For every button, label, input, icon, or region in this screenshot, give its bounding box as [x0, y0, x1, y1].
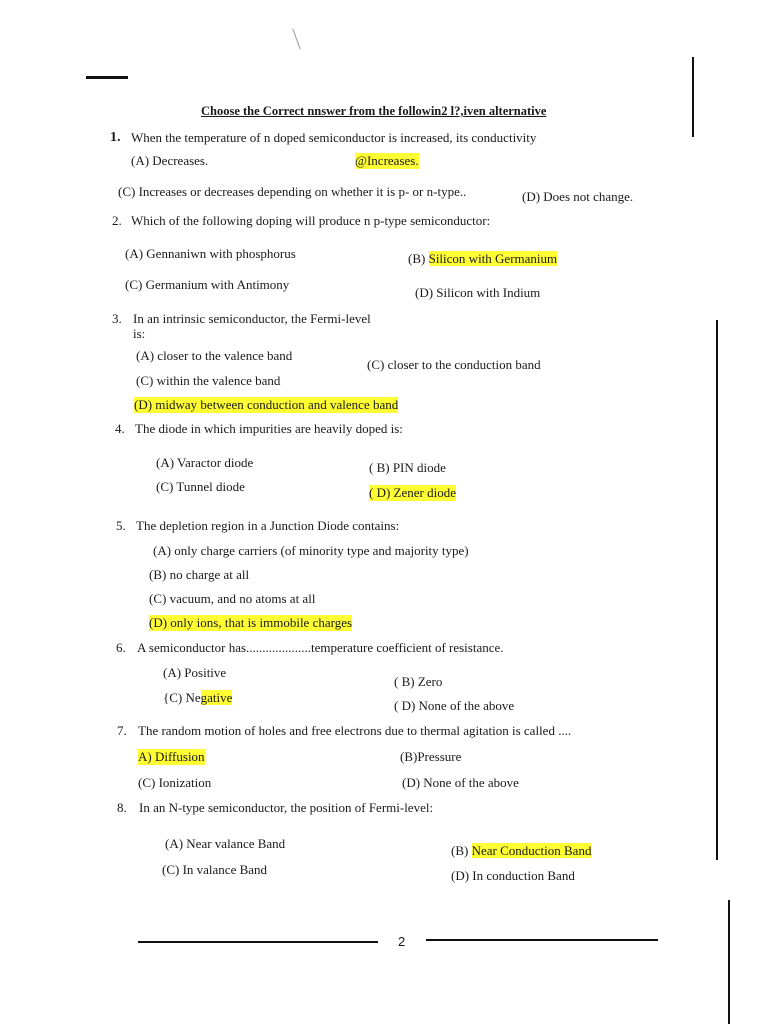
q3-number: 3. [112, 311, 122, 326]
q5-option-c: (C) vacuum, and no atoms at all [149, 591, 316, 606]
q5-number: 5. [116, 518, 126, 533]
q7-number: 7. [117, 723, 127, 738]
q4-option-a: (A) Varactor diode [156, 455, 254, 470]
q1-text: When the temperature of n doped semiconductor is increased, its conductivity [131, 130, 537, 145]
q6-number: 6. [116, 640, 126, 655]
q7-text: The random motion of holes and free electrons due to thermal agitation is called .... [138, 723, 572, 738]
q6-option-d: ( D) None of the above [394, 698, 515, 713]
page-number: 2 [398, 934, 406, 949]
page-title: Choose the Correct nnswer from the followin2 l?,iven alternative [201, 104, 547, 118]
right-margin-line-bottom [728, 900, 730, 1024]
q4-number: 4. [115, 421, 125, 436]
q2-number: 2. [112, 213, 122, 228]
q2-option-b [408, 251, 557, 267]
q2-text: Which of the following doping will produce n p-type semiconductor: [131, 213, 491, 228]
q1-option-a: (A) Decreases. [131, 153, 209, 168]
q1-number: 1. [110, 130, 121, 145]
q4-text: The diode in which impurities are heavily doped is: [135, 421, 403, 436]
q3-option-c: (C) within the valence band [136, 373, 281, 388]
top-left-rule [86, 76, 128, 79]
scan-mark [292, 28, 300, 49]
q5-option-b: (B) no charge at all [149, 567, 250, 582]
q4-option-c: (C) Tunnel diode [156, 479, 245, 494]
q6-option-a: (A) Positive [163, 665, 227, 680]
q8-option-b-answer: Near Conduction Band [471, 843, 592, 858]
q6-option-b: ( B) Zero [394, 674, 443, 689]
q3-option-b: (C) closer to the conduction band [367, 357, 541, 372]
q8-option-a: (A) Near valance Band [165, 836, 286, 851]
q2-option-c: (C) Germanium with Antimony [125, 277, 290, 292]
q8-option-b-prefix: (B) [451, 843, 469, 858]
q6-option-c-prefix: {C) Ne [163, 690, 201, 705]
q2-option-a: (A) Gennaniwn with phosphorus [125, 246, 296, 261]
q7-option-b: (B)Pressure [400, 749, 462, 764]
footer-rule-right [426, 939, 658, 941]
q4-option-b: ( B) PIN diode [369, 460, 446, 475]
q2-option-d: (D) Silicon with Indium [415, 285, 541, 300]
q3-option-a: (A) closer to the valence band [136, 348, 293, 363]
q8-option-c: (C) In valance Band [162, 862, 268, 877]
q8-number: 8. [117, 800, 127, 815]
q3-option-d: (D) midway between conduction and valence band [134, 397, 399, 412]
q5-option-a: (A) only charge carriers (of minority type and majority type) [153, 543, 469, 558]
q5-option-d: (D) only ions, that is immobile charges [149, 615, 353, 630]
q3-text-line1: In an intrinsic semiconductor, the Fermi-level [133, 311, 371, 326]
q8-option-d: (D) In conduction Band [451, 868, 575, 883]
q8-text: In an N-type semiconductor, the position of Fermi-level: [139, 800, 434, 815]
q1-option-b: @Increases. [355, 153, 419, 168]
q7-option-c: (C) Ionization [138, 775, 212, 790]
right-margin-line-top [692, 57, 694, 137]
q8-option-b [451, 843, 591, 859]
footer-rule-left [138, 941, 378, 943]
q6-option-c [163, 690, 232, 706]
q1-option-d: (D) Does not change. [522, 189, 634, 204]
right-margin-line-middle [716, 320, 718, 860]
q6-option-c-highlight: gative [200, 690, 233, 705]
q7-option-a: A) Diffusion [138, 749, 205, 764]
q6-text: A semiconductor has....................temperature coefficient of resistance. [137, 640, 504, 655]
q5-text: The depletion region in a Junction Diode contains: [136, 518, 400, 533]
q3-text-line2: is: [133, 326, 146, 341]
q4-option-d: ( D) Zener diode [369, 485, 456, 500]
q7-option-d: (D) None of the above [402, 775, 519, 790]
q2-option-b-answer: Silicon with Germanium [428, 251, 558, 266]
q2-option-b-prefix: (B) [408, 251, 426, 266]
q1-option-c: (C) Increases or decreases depending on whether it is p- or n-type.. [118, 184, 467, 199]
